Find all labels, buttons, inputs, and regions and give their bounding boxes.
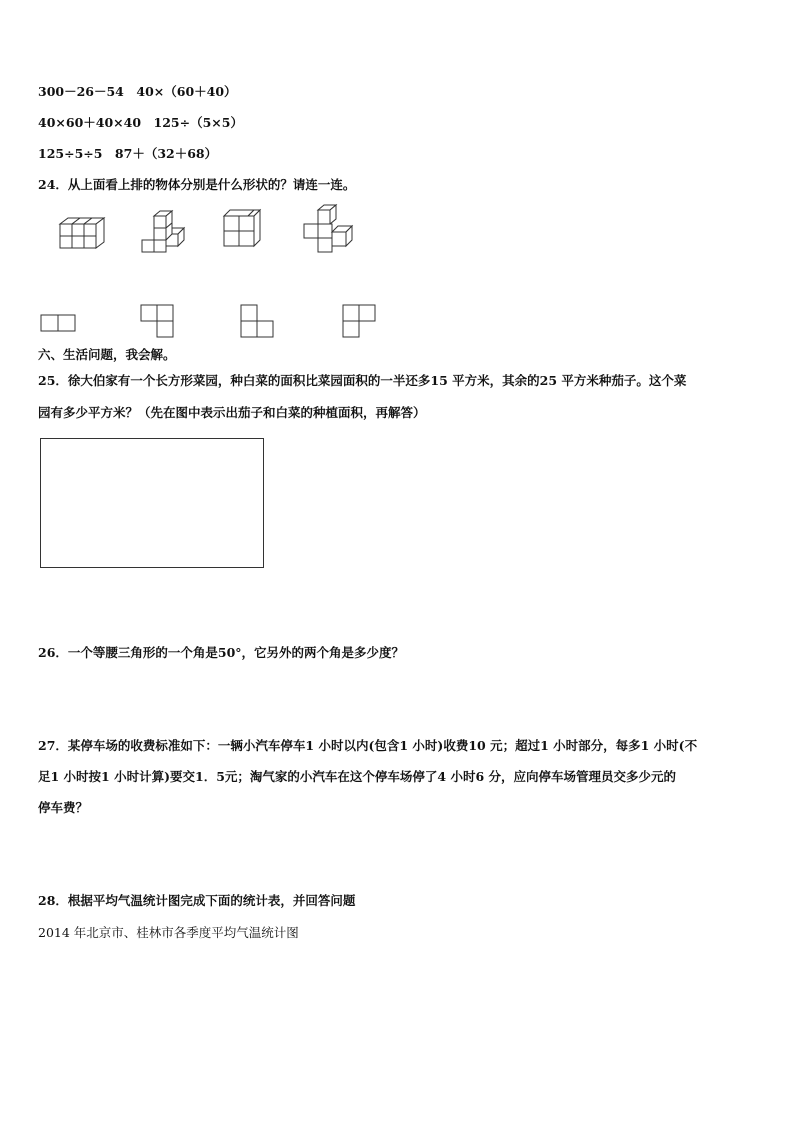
cube-figure-2 [136, 206, 196, 262]
top-view-shape-3 [240, 304, 280, 344]
section-6-title: 六、生活问题，我会解。 [38, 347, 176, 362]
garden-rectangle [40, 438, 264, 568]
question-27-line-1: 27．某停车场的收费标准如下：一辆小汽车停车1 小时以内(包含1 小时)收费10 元；超过1 小时部分，每多1 小时(不 [38, 738, 698, 753]
question-28: 28．根据平均气温统计图完成下面的统计表，并回答问题 [38, 893, 356, 908]
cube-figure-1 [50, 208, 110, 260]
top-view-shape-2 [140, 304, 180, 344]
top-view-shape-4 [342, 304, 382, 344]
question-27-line-3: 停车费？ [38, 800, 89, 815]
question-25-line-2: 园有多少平方米？（先在图中表示出茄子和白菜的种植面积，再解答） [38, 405, 426, 420]
calc-row-1: 300－26－54 40×（60＋40） [38, 84, 237, 99]
cube-figure-4 [298, 202, 358, 260]
question-27-line-2: 足1 小时按1 小时计算)要交1．5元；淘气家的小汽车在这个停车场停了4 小时6 分，应向停车场管理员交多少元的 [38, 769, 677, 784]
top-view-shape-1 [40, 314, 80, 334]
calc-row-3: 125÷5÷5 87＋（32＋68） [38, 146, 218, 161]
question-24: 24．从上面看上排的物体分别是什么形状的？请连一连。 [38, 177, 356, 192]
question-26: 26．一个等腰三角形的一个角是50°，它另外的两个角是多少度？ [38, 645, 405, 660]
calc-row-2: 40×60＋40×40 125÷（5×5） [38, 115, 243, 130]
cube-figure-3 [218, 206, 278, 262]
chart-title: 2014 年北京市、桂林市各季度平均气温统计图 [38, 925, 299, 940]
question-25-line-1: 25．徐大伯家有一个长方形菜园，种白菜的面积比菜园面积的一半还多15 平方米，其余的25 平方米种茄子。这个菜 [38, 373, 687, 388]
